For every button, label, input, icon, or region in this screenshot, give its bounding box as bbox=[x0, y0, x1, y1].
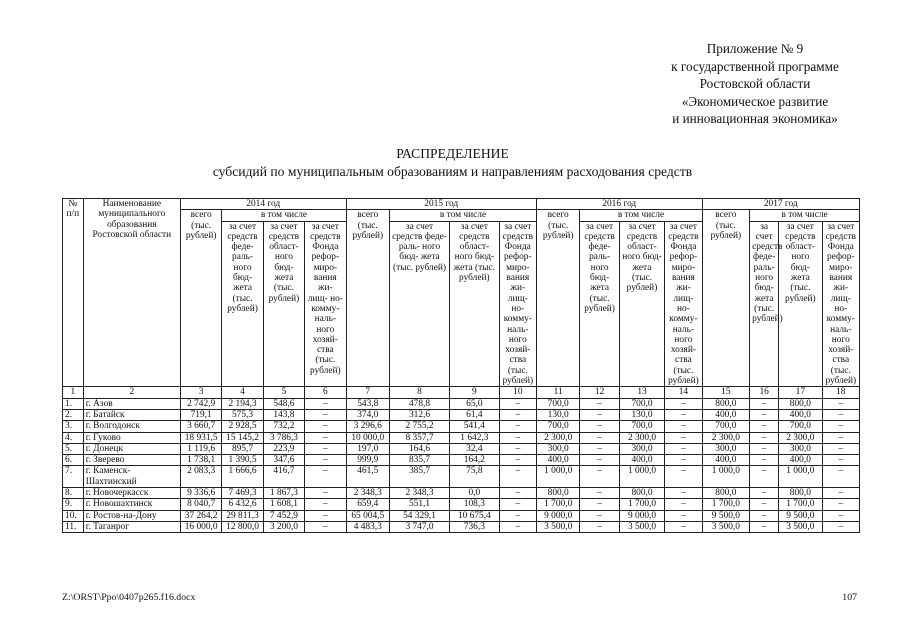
value-cell: 29 811,3 bbox=[222, 510, 263, 521]
document-title: РАСПРЕДЕЛЕНИЕ bbox=[396, 146, 509, 161]
appendix-line: Ростовской области bbox=[699, 76, 811, 91]
value-cell: 700,0 bbox=[619, 398, 665, 409]
municipality-cell: г. Донецк bbox=[83, 443, 180, 454]
value-cell: 1 666,6 bbox=[222, 466, 263, 488]
value-cell: 999,9 bbox=[346, 455, 389, 466]
value-cell: 700,0 bbox=[702, 421, 750, 432]
value-cell: 1 119,6 bbox=[180, 443, 221, 454]
header-fund: за счет средств Фонда рефор- миро- вания жи- лищ- но- комму- наль- ного хозяй- ства (тыс. рублей) bbox=[665, 221, 702, 387]
row-number-cell: 10. bbox=[63, 510, 84, 521]
value-cell: 7 469,3 bbox=[222, 488, 263, 499]
value-cell: 2 083,3 bbox=[180, 466, 221, 488]
value-cell: 164,2 bbox=[450, 455, 500, 466]
value-cell: – bbox=[499, 443, 536, 454]
column-number-row bbox=[63, 387, 860, 398]
value-cell: 312,6 bbox=[390, 409, 450, 420]
value-cell: – bbox=[580, 443, 619, 454]
header-regional: за счет средств област- ного бюд- жета (тыс. рублей) bbox=[450, 221, 500, 387]
value-cell: 700,0 bbox=[779, 421, 822, 432]
header-total: всего (тыс. рублей) bbox=[536, 210, 579, 387]
table-row bbox=[63, 421, 860, 432]
municipality-cell: г. Новочеркасск bbox=[83, 488, 180, 499]
value-cell: 9 336,6 bbox=[180, 488, 221, 499]
appendix-line: «Экономическое развитие bbox=[681, 93, 829, 109]
value-cell: – bbox=[499, 409, 536, 420]
value-cell: 575,3 bbox=[222, 409, 263, 420]
value-cell: – bbox=[822, 499, 859, 510]
municipality-cell: г. Азов bbox=[83, 398, 180, 409]
value-cell: – bbox=[499, 398, 536, 409]
value-cell: 551,1 bbox=[390, 499, 450, 510]
column-number-cell: 16 bbox=[750, 387, 779, 398]
header-fund: за счет средств Фонда рефор- миро- вания жи- лищ- но- комму- наль- ного хозяй- ства (тыс. рублей) bbox=[499, 221, 536, 387]
municipality-cell: г. Таганрог bbox=[83, 521, 180, 532]
column-number-cell: 13 bbox=[619, 387, 665, 398]
value-cell: 8 357,7 bbox=[390, 432, 450, 443]
column-number-cell: 7 bbox=[346, 387, 389, 398]
value-cell: – bbox=[665, 432, 702, 443]
column-number-cell: 15 bbox=[702, 387, 750, 398]
value-cell: 10 675,4 bbox=[450, 510, 500, 521]
value-cell: – bbox=[822, 421, 859, 432]
header-year-2017: 2017 год bbox=[702, 199, 859, 210]
value-cell: – bbox=[665, 466, 702, 488]
value-cell: – bbox=[580, 488, 619, 499]
value-cell: – bbox=[750, 455, 779, 466]
value-cell: 3 747,0 bbox=[390, 521, 450, 532]
value-cell: – bbox=[750, 510, 779, 521]
value-cell: 400,0 bbox=[702, 409, 750, 420]
municipality-cell: г. Новошахтинск bbox=[83, 499, 180, 510]
value-cell: – bbox=[822, 466, 859, 488]
value-cell: – bbox=[580, 521, 619, 532]
value-cell: – bbox=[499, 455, 536, 466]
value-cell: – bbox=[822, 409, 859, 420]
row-number-cell: 11. bbox=[63, 521, 84, 532]
municipality-cell: г. Гуково bbox=[83, 432, 180, 443]
value-cell: 416,7 bbox=[263, 466, 304, 488]
header-federal: за счет средств феде- раль- ного бюд- жета (тыс. рублей) bbox=[580, 221, 619, 387]
value-cell: 1 608,1 bbox=[263, 499, 304, 510]
value-cell: 1 738,1 bbox=[180, 455, 221, 466]
header-year-2016: 2016 год bbox=[536, 199, 702, 210]
value-cell: 300,0 bbox=[619, 443, 665, 454]
value-cell: – bbox=[305, 521, 346, 532]
value-cell: 3 786,3 bbox=[263, 432, 304, 443]
column-number-cell: 6 bbox=[305, 387, 346, 398]
value-cell: 300,0 bbox=[536, 443, 579, 454]
value-cell: 400,0 bbox=[619, 455, 665, 466]
value-cell: 2 300,0 bbox=[619, 432, 665, 443]
header-federal: за счет средств феде- раль- ного бюд- жета (тыс. рублей) bbox=[390, 221, 450, 387]
municipality-cell: г. Волгодонск bbox=[83, 421, 180, 432]
row-number-cell: 3. bbox=[63, 421, 84, 432]
row-number-cell: 2. bbox=[63, 409, 84, 420]
value-cell: 197,0 bbox=[346, 443, 389, 454]
table-body bbox=[63, 387, 860, 533]
value-cell: 15 145,2 bbox=[222, 432, 263, 443]
row-number-cell: 6. bbox=[63, 455, 84, 466]
value-cell: – bbox=[580, 466, 619, 488]
value-cell: 543,8 bbox=[346, 398, 389, 409]
value-cell: 223,9 bbox=[263, 443, 304, 454]
value-cell: 400,0 bbox=[536, 455, 579, 466]
value-cell: 800,0 bbox=[779, 488, 822, 499]
value-cell: 700,0 bbox=[536, 421, 579, 432]
value-cell: – bbox=[822, 455, 859, 466]
value-cell: – bbox=[822, 488, 859, 499]
table-row bbox=[63, 466, 860, 488]
value-cell: – bbox=[822, 521, 859, 532]
value-cell: 130,0 bbox=[536, 409, 579, 420]
header-total: всего (тыс. рублей) bbox=[346, 210, 389, 387]
value-cell: – bbox=[499, 499, 536, 510]
value-cell: 400,0 bbox=[779, 409, 822, 420]
value-cell: 3 500,0 bbox=[779, 521, 822, 532]
value-cell: – bbox=[665, 455, 702, 466]
table-row bbox=[63, 443, 860, 454]
header-year-2015: 2015 год bbox=[346, 199, 536, 210]
value-cell: 800,0 bbox=[779, 398, 822, 409]
column-number-cell: 17 bbox=[779, 387, 822, 398]
value-cell: 2 300,0 bbox=[536, 432, 579, 443]
value-cell: 548,6 bbox=[263, 398, 304, 409]
value-cell: – bbox=[499, 488, 536, 499]
value-cell: 478,8 bbox=[390, 398, 450, 409]
municipality-cell: г. Зверево bbox=[83, 455, 180, 466]
value-cell: 719,1 bbox=[180, 409, 221, 420]
value-cell: 700,0 bbox=[536, 398, 579, 409]
value-cell: 3 296,6 bbox=[346, 421, 389, 432]
value-cell: 659,4 bbox=[346, 499, 389, 510]
value-cell: 1 700,0 bbox=[536, 499, 579, 510]
value-cell: – bbox=[305, 409, 346, 420]
value-cell: 9 000,0 bbox=[536, 510, 579, 521]
value-cell: 800,0 bbox=[702, 398, 750, 409]
value-cell: – bbox=[499, 521, 536, 532]
value-cell: 7 452,9 bbox=[263, 510, 304, 521]
value-cell: 4 483,3 bbox=[346, 521, 389, 532]
header-total: всего (тыс. рублей) bbox=[702, 210, 750, 387]
value-cell: – bbox=[822, 398, 859, 409]
row-number-cell: 4. bbox=[63, 432, 84, 443]
value-cell: – bbox=[305, 432, 346, 443]
value-cell: 1 000,0 bbox=[702, 466, 750, 488]
value-cell: 61,4 bbox=[450, 409, 500, 420]
value-cell: 1 700,0 bbox=[702, 499, 750, 510]
value-cell: 700,0 bbox=[619, 421, 665, 432]
value-cell: 1 867,3 bbox=[263, 488, 304, 499]
value-cell: 6 432,6 bbox=[222, 499, 263, 510]
value-cell: 1 000,0 bbox=[619, 466, 665, 488]
column-number-cell: 8 bbox=[390, 387, 450, 398]
value-cell: 9 500,0 bbox=[779, 510, 822, 521]
value-cell: 0,0 bbox=[450, 488, 500, 499]
value-cell: 800,0 bbox=[536, 488, 579, 499]
header-fund: за счет средств Фонда рефор- миро- вания жи- лищ- но- комму- наль- ного хозяй- ства (тыс. рублей) bbox=[822, 221, 859, 387]
value-cell: – bbox=[750, 398, 779, 409]
column-number-cell: 3 bbox=[180, 387, 221, 398]
row-number-cell: 9. bbox=[63, 499, 84, 510]
value-cell: 800,0 bbox=[619, 488, 665, 499]
value-cell: – bbox=[305, 421, 346, 432]
value-cell: – bbox=[305, 466, 346, 488]
header-regional: за счет средств област- ного бюд- жета (тыс. рублей) bbox=[263, 221, 304, 387]
value-cell: 385,7 bbox=[390, 466, 450, 488]
value-cell: – bbox=[580, 432, 619, 443]
appendix-line: Приложение № 9 bbox=[706, 41, 804, 56]
value-cell: 3 660,7 bbox=[180, 421, 221, 432]
value-cell: 10 000,0 bbox=[346, 432, 389, 443]
row-number-cell: 1. bbox=[63, 398, 84, 409]
value-cell: – bbox=[305, 443, 346, 454]
column-number-cell: 1 bbox=[63, 387, 84, 398]
value-cell: 9 000,0 bbox=[619, 510, 665, 521]
value-cell: 1 390,5 bbox=[222, 455, 263, 466]
header-including: в том числе bbox=[750, 210, 860, 221]
table-row bbox=[63, 521, 860, 532]
value-cell: 130,0 bbox=[619, 409, 665, 420]
value-cell: – bbox=[665, 421, 702, 432]
table-row bbox=[63, 510, 860, 521]
value-cell: – bbox=[580, 421, 619, 432]
column-number-cell: 4 bbox=[222, 387, 263, 398]
table-row bbox=[63, 499, 860, 510]
header-federal: за счет средств феде- раль- ного бюд- жета (тыс. рублей) bbox=[222, 221, 263, 387]
header-number: № п/п bbox=[63, 199, 84, 387]
value-cell: – bbox=[305, 488, 346, 499]
value-cell: 541,4 bbox=[450, 421, 500, 432]
header-regional: за счет средств област- ного бюд- жета (тыс. рублей) bbox=[619, 221, 665, 387]
footer-page-number: 107 bbox=[842, 592, 857, 603]
value-cell: – bbox=[750, 432, 779, 443]
municipality-cell: г. Ростов-на-Дону bbox=[83, 510, 180, 521]
value-cell: 2 755,2 bbox=[390, 421, 450, 432]
municipality-cell: г. Каменск-Шахтинский bbox=[83, 466, 180, 488]
value-cell: 1 700,0 bbox=[619, 499, 665, 510]
value-cell: – bbox=[305, 499, 346, 510]
value-cell: 400,0 bbox=[702, 455, 750, 466]
value-cell: 164,6 bbox=[390, 443, 450, 454]
value-cell: 65 004,5 bbox=[346, 510, 389, 521]
value-cell: 835,7 bbox=[390, 455, 450, 466]
table-row bbox=[63, 409, 860, 420]
value-cell: – bbox=[580, 455, 619, 466]
header-including: в том числе bbox=[390, 210, 537, 221]
value-cell: 143,8 bbox=[263, 409, 304, 420]
value-cell: – bbox=[580, 398, 619, 409]
value-cell: – bbox=[665, 488, 702, 499]
column-number-cell: 9 bbox=[450, 387, 500, 398]
value-cell: 108,3 bbox=[450, 499, 500, 510]
value-cell: 37 264,2 bbox=[180, 510, 221, 521]
value-cell: – bbox=[822, 432, 859, 443]
value-cell: 1 000,0 bbox=[779, 466, 822, 488]
header-municipality: Наименование муниципального образования Ростовской области bbox=[83, 199, 180, 387]
value-cell: 2 742,9 bbox=[180, 398, 221, 409]
value-cell: 1 700,0 bbox=[779, 499, 822, 510]
value-cell: 736,3 bbox=[450, 521, 500, 532]
value-cell: 2 348,3 bbox=[390, 488, 450, 499]
document-subtitle: субсидий по муниципальным образованиям и направлениям расходования средств bbox=[212, 164, 693, 179]
value-cell: – bbox=[750, 499, 779, 510]
value-cell: 3 200,0 bbox=[263, 521, 304, 532]
value-cell: – bbox=[499, 432, 536, 443]
value-cell: – bbox=[499, 466, 536, 488]
column-number-cell: 2 bbox=[83, 387, 180, 398]
value-cell: 3 500,0 bbox=[619, 521, 665, 532]
table-row bbox=[63, 488, 860, 499]
value-cell: – bbox=[305, 510, 346, 521]
value-cell: 12 800,0 bbox=[222, 521, 263, 532]
header-total: всего (тыс. рублей) bbox=[180, 210, 221, 387]
value-cell: 374,0 bbox=[346, 409, 389, 420]
value-cell: 3 500,0 bbox=[702, 521, 750, 532]
subsidy-table bbox=[62, 198, 860, 533]
value-cell: 2 928,5 bbox=[222, 421, 263, 432]
row-number-cell: 5. bbox=[63, 443, 84, 454]
header-including: в том числе bbox=[222, 210, 346, 221]
footer-file-path: Z:\ORST\Ppo\0407p265.f16.docx bbox=[62, 592, 196, 603]
row-number-cell: 7. bbox=[63, 466, 84, 488]
value-cell: – bbox=[750, 466, 779, 488]
value-cell: – bbox=[499, 421, 536, 432]
appendix-line: и инновационная экономика» bbox=[672, 111, 838, 126]
value-cell: – bbox=[750, 409, 779, 420]
value-cell: 2 194,3 bbox=[222, 398, 263, 409]
value-cell: 732,2 bbox=[263, 421, 304, 432]
municipality-cell: г. Батайск bbox=[83, 409, 180, 420]
value-cell: 3 500,0 bbox=[536, 521, 579, 532]
value-cell: 300,0 bbox=[779, 443, 822, 454]
value-cell: – bbox=[499, 510, 536, 521]
table-row bbox=[63, 398, 860, 409]
value-cell: 800,0 bbox=[702, 488, 750, 499]
appendix-block bbox=[600, 40, 910, 128]
value-cell: 2 300,0 bbox=[779, 432, 822, 443]
value-cell: – bbox=[580, 510, 619, 521]
value-cell: 75,8 bbox=[450, 466, 500, 488]
value-cell: 461,5 bbox=[346, 466, 389, 488]
value-cell: – bbox=[750, 443, 779, 454]
value-cell: 895,7 bbox=[222, 443, 263, 454]
value-cell: – bbox=[665, 398, 702, 409]
value-cell: – bbox=[665, 521, 702, 532]
column-number-cell: 11 bbox=[536, 387, 579, 398]
value-cell: – bbox=[750, 488, 779, 499]
value-cell: 400,0 bbox=[779, 455, 822, 466]
value-cell: – bbox=[305, 455, 346, 466]
table-row bbox=[63, 432, 860, 443]
value-cell: – bbox=[665, 443, 702, 454]
column-number-cell: 10 bbox=[499, 387, 536, 398]
value-cell: 347,6 bbox=[263, 455, 304, 466]
value-cell: 65,0 bbox=[450, 398, 500, 409]
column-number-cell: 14 bbox=[665, 387, 702, 398]
header-fund: за счет средств Фонда рефор- миро- вания жи- лищ- но- комму- наль- ного хозяй- ства (тыс. рублей) bbox=[305, 221, 346, 387]
value-cell: – bbox=[750, 521, 779, 532]
value-cell: 54 329,1 bbox=[390, 510, 450, 521]
value-cell: – bbox=[750, 421, 779, 432]
row-number-cell: 8. bbox=[63, 488, 84, 499]
header-including: в том числе bbox=[580, 210, 702, 221]
value-cell: 2 348,3 bbox=[346, 488, 389, 499]
header-federal: за счет средств феде- раль- ного бюд- жета (тыс. рублей) bbox=[750, 221, 779, 387]
value-cell: 18 931,5 bbox=[180, 432, 221, 443]
value-cell: 16 000,0 bbox=[180, 521, 221, 532]
appendix-line: к государственной программе bbox=[671, 58, 839, 74]
value-cell: 1 000,0 bbox=[536, 466, 579, 488]
value-cell: – bbox=[665, 510, 702, 521]
table-row bbox=[63, 455, 860, 466]
column-number-cell: 5 bbox=[263, 387, 304, 398]
value-cell: – bbox=[305, 398, 346, 409]
value-cell: – bbox=[580, 409, 619, 420]
value-cell: 2 300,0 bbox=[702, 432, 750, 443]
value-cell: 8 040,7 bbox=[180, 499, 221, 510]
value-cell: 300,0 bbox=[702, 443, 750, 454]
value-cell: – bbox=[580, 499, 619, 510]
header-year-2014: 2014 год bbox=[180, 199, 346, 210]
value-cell: 1 642,3 bbox=[450, 432, 500, 443]
value-cell: – bbox=[665, 409, 702, 420]
value-cell: 32,4 bbox=[450, 443, 500, 454]
value-cell: – bbox=[822, 510, 859, 521]
header-regional: за счет средств област- ного бюд- жета (тыс. рублей) bbox=[779, 221, 822, 387]
value-cell: – bbox=[822, 443, 859, 454]
column-number-cell: 18 bbox=[822, 387, 859, 398]
column-number-cell: 12 bbox=[580, 387, 619, 398]
value-cell: 9 500,0 bbox=[702, 510, 750, 521]
value-cell: – bbox=[665, 499, 702, 510]
